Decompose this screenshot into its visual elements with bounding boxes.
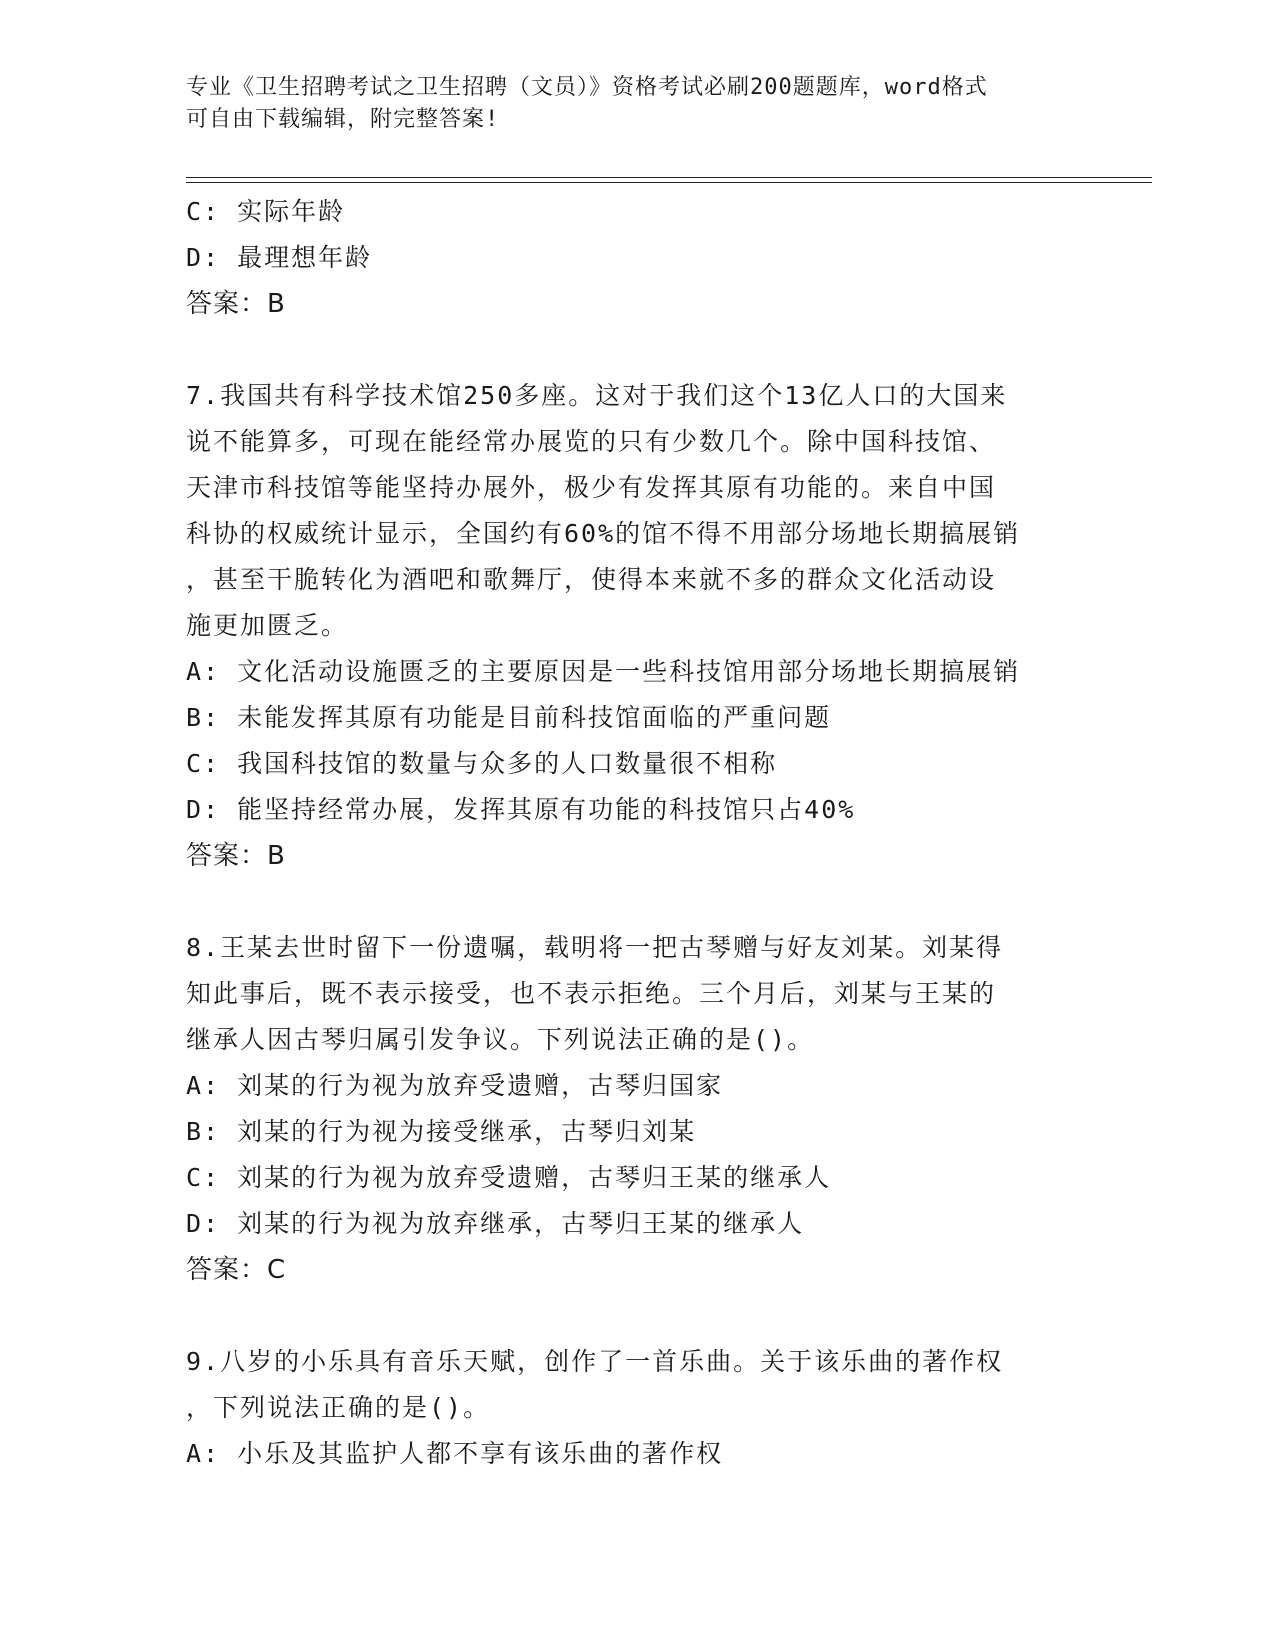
option-d: D: 刘某的行为视为放弃继承，古琴归王某的继承人 <box>186 1209 805 1238</box>
spacer <box>186 327 1086 373</box>
question-stem-line: 科协的权威统计显示，全国约有60%的馆不得不用部分场地长期搞展销 <box>186 519 1021 548</box>
option-c: C: 实际年龄 <box>186 197 346 226</box>
question-stem-line: 8.王某去世时留下一份遗嘱，载明将一把古琴赠与好友刘某。刘某得 <box>186 933 1004 962</box>
question-stem-line: 施更加匮乏。 <box>186 611 349 640</box>
question-stem-line: 说不能算多，可现在能经常办展览的只有少数几个。除中国科技馆、 <box>186 427 997 456</box>
question-stem-line: 知此事后，既不表示接受，也不表示拒绝。三个月后，刘某与王某的 <box>186 979 997 1008</box>
spacer <box>186 1293 1086 1339</box>
question-stem-line: 7.我国共有科学技术馆250多座。这对于我们这个13亿人口的大国来 <box>186 381 1008 410</box>
option-a: A: 文化活动设施匮乏的主要原因是一些科技馆用部分场地长期搞展销 <box>186 657 1021 686</box>
option-b: B: 未能发挥其原有功能是目前科技馆面临的严重问题 <box>186 703 832 732</box>
header-divider-top <box>186 177 1152 178</box>
question-7 <box>186 373 1086 879</box>
question-stem-line: ，下列说法正确的是()。 <box>186 1393 491 1422</box>
option-b: B: 刘某的行为视为接受继承，古琴归刘某 <box>186 1117 697 1146</box>
option-c: C: 我国科技馆的数量与众多的人口数量很不相称 <box>186 749 778 778</box>
question-stem-line: 继承人因古琴归属引发争议。下列说法正确的是()。 <box>186 1025 815 1054</box>
header-title-line-1: 专业《卫生招聘考试之卫生招聘（文员）》资格考试必刷200题题库，word格式 <box>186 75 988 100</box>
option-c: C: 刘某的行为视为放弃受遗赠，古琴归王某的继承人 <box>186 1163 832 1192</box>
answer-line: 答案：B <box>186 289 286 319</box>
answer-line: 答案：C <box>186 1255 287 1285</box>
previous-question <box>186 189 1086 327</box>
question-9 <box>186 1339 1086 1477</box>
answer-line: 答案：B <box>186 841 286 871</box>
question-content <box>186 189 1086 1477</box>
question-stem-line: ，甚至干脆转化为酒吧和歌舞厅，使得本来就不多的群众文化活动设 <box>186 565 997 594</box>
spacer <box>186 879 1086 925</box>
question-stem-line: 9.八岁的小乐具有音乐天赋，创作了一首乐曲。关于该乐曲的著作权 <box>186 1347 1004 1376</box>
question-stem-line: 天津市科技馆等能坚持办展外，极少有发挥其原有功能的。来自中国 <box>186 473 997 502</box>
document-header <box>186 72 1066 136</box>
option-d: D: 能坚持经常办展，发挥其原有功能的科技馆只占40% <box>186 795 856 824</box>
question-8 <box>186 925 1086 1293</box>
option-d: D: 最理想年龄 <box>186 243 373 272</box>
option-a: A: 刘某的行为视为放弃受遗赠，古琴归国家 <box>186 1071 724 1100</box>
header-divider-bottom <box>186 182 1152 183</box>
header-title-line-2: 可自由下载编辑，附完整答案! <box>186 107 500 132</box>
option-a: A: 小乐及其监护人都不享有该乐曲的著作权 <box>186 1439 724 1468</box>
